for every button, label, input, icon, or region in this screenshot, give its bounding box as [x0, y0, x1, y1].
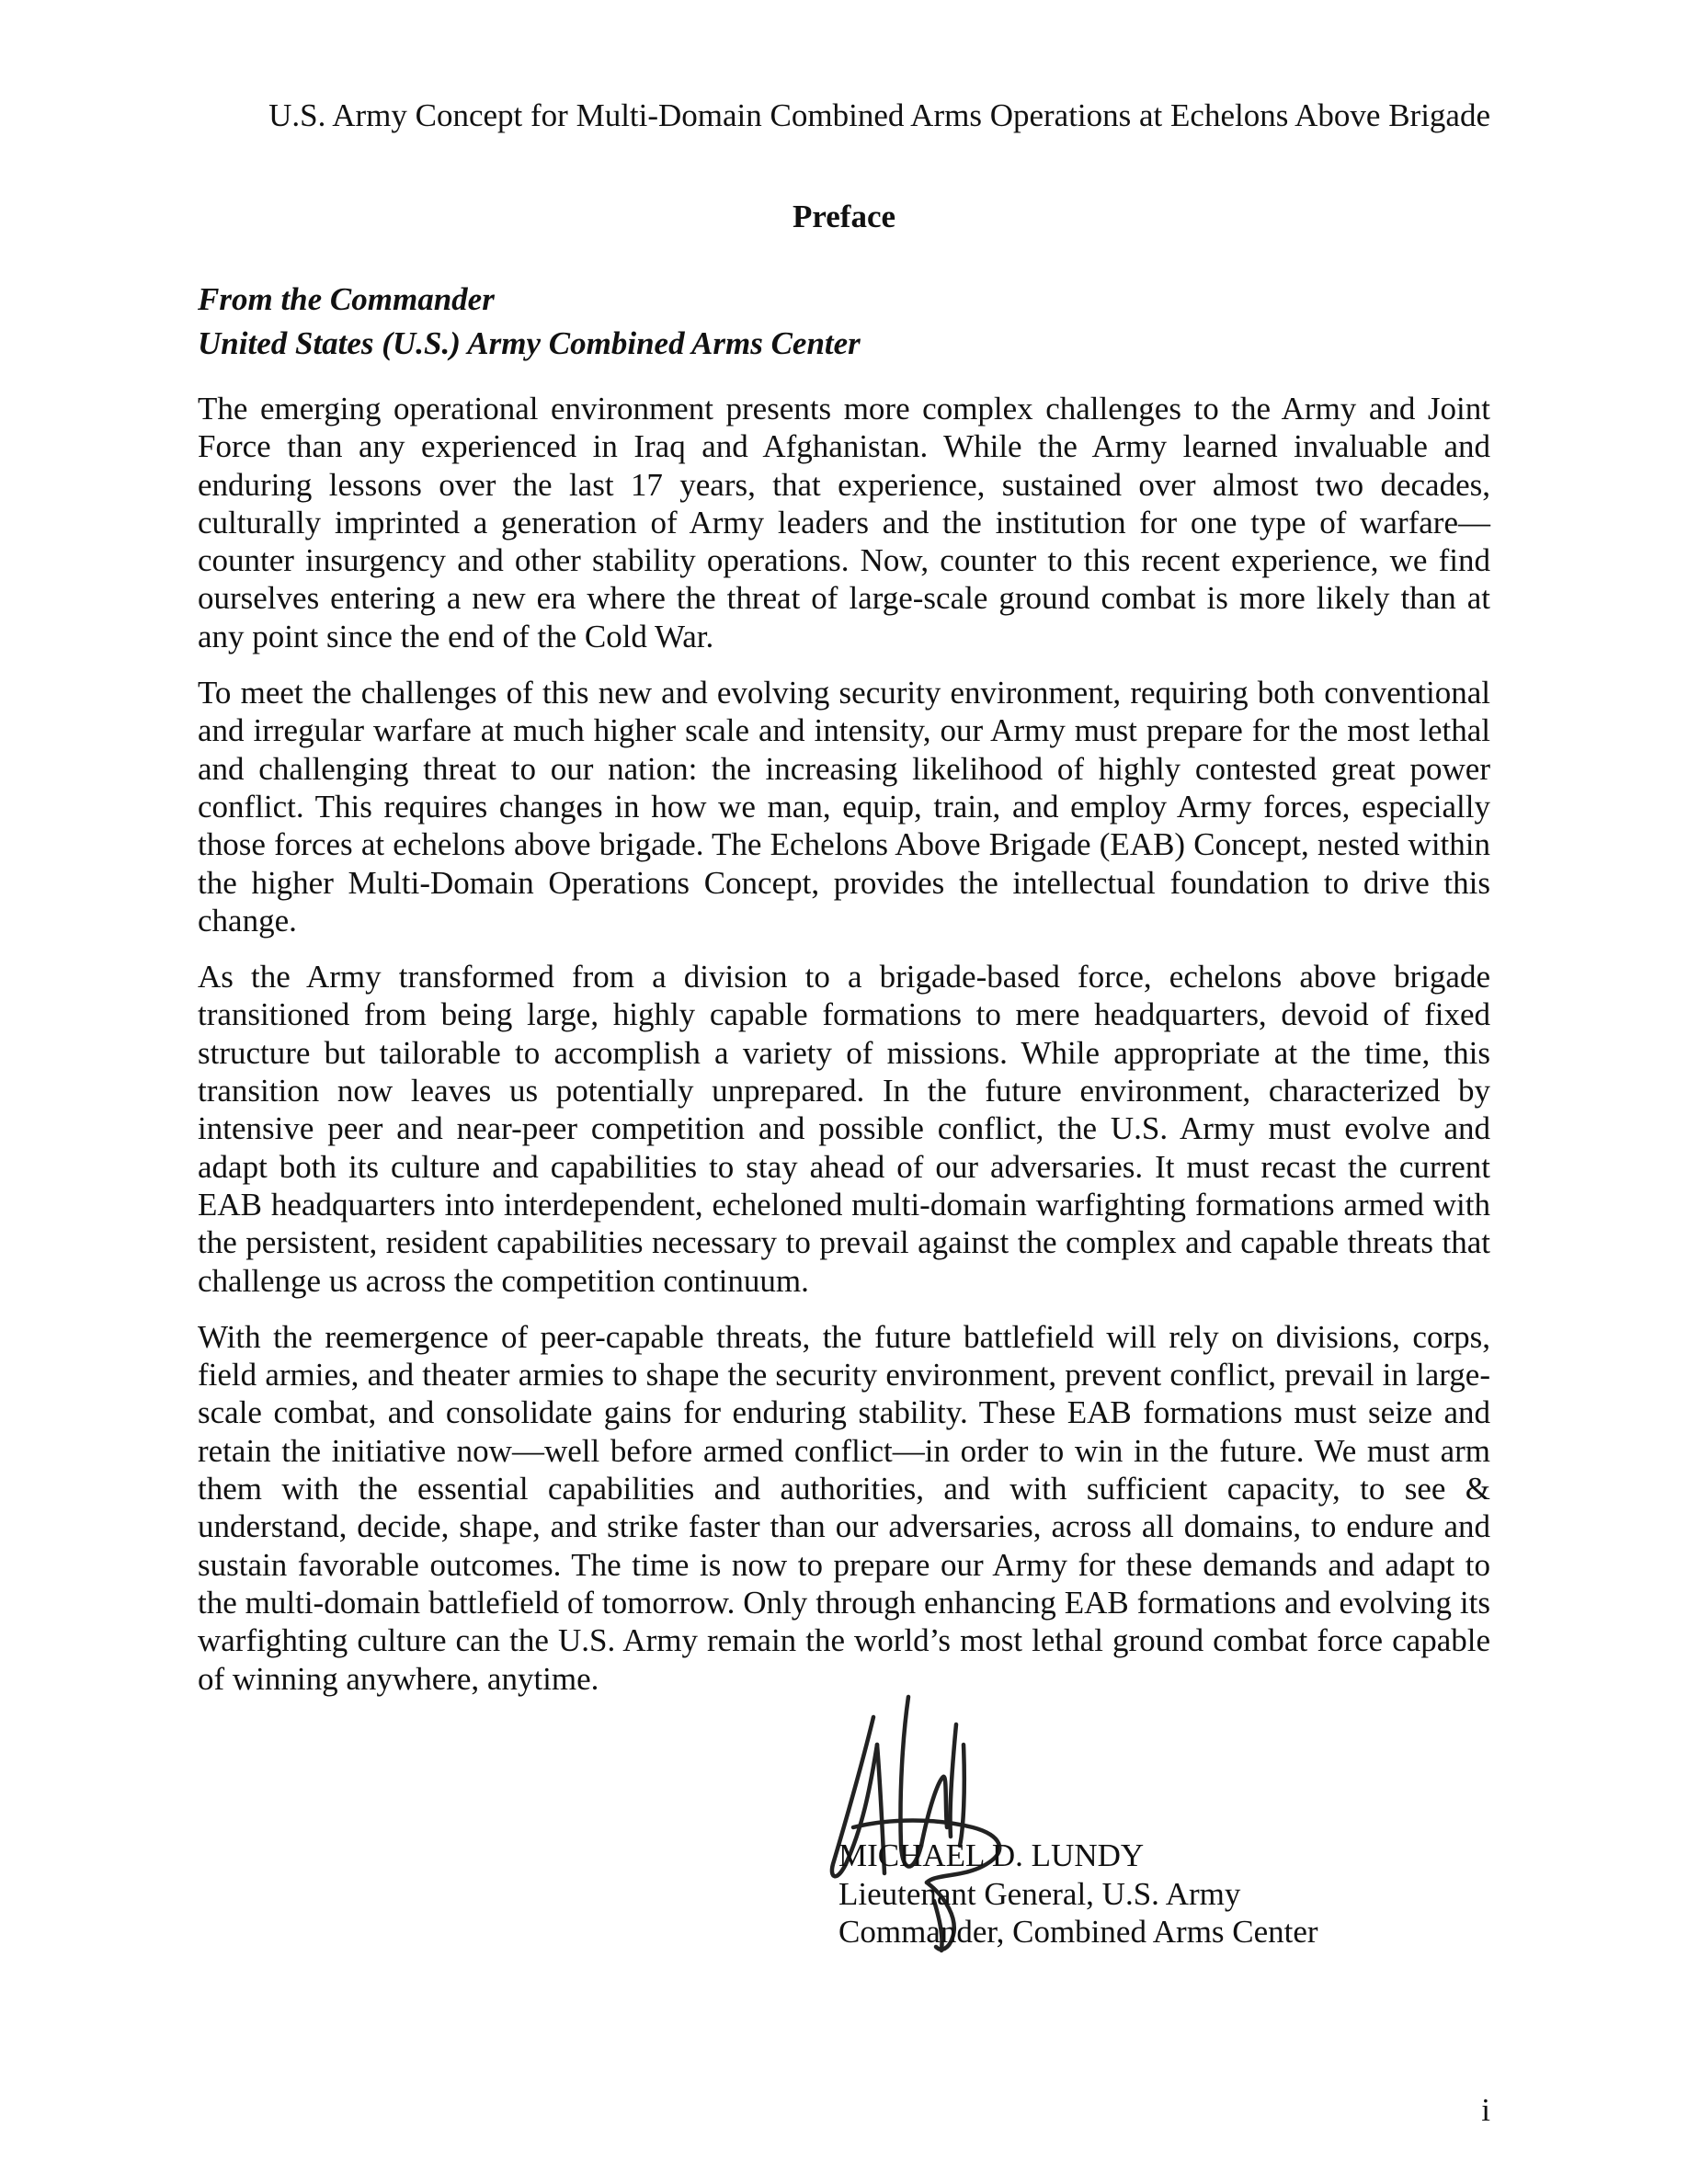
- signatory-name: MICHAEL D. LUNDY: [838, 1837, 1145, 1873]
- paragraph: As the Army transformed from a division to a brigade-based force, echelons above brigade transitioned from being large, highly capable formations to mere headquarters, devoid of fixed structure but tailorable to accomplish a variety of missions. While appropriate at the time, this transition now leaves us potentially unprepared. In the future environment, characterized by intensive peer and near-peer competition and possible conflict, the U.S. Army must evolve and adapt both its culture and capabilities to stay ahead of our adversaries. It must recast the current EAB headquarters into interdependent, echeloned multi-domain warfighting formations armed with the persistent, resident capabilities necessary to prevail against the complex and capable threats that challenge us across the competition continuum.: [198, 959, 1490, 1299]
- paragraph: The emerging operational environment presents more complex challenges to the Army and Joint Force than any experienced in Iraq and Afghanistan. While the Army learned invaluable and enduring lessons over the last 17 years, that experience, sustained over almost two decades, culturally imprinted a generation of Army leaders and the institution for one type of warfare—counter insurgency and other stability operations. Now, counter to this recent experience, we find ourselves entering a new era where the threat of large-scale ground combat is more likely than at any point since the end of the Cold War.: [198, 391, 1490, 654]
- from-line-organization: United States (U.S.) Army Combined Arms Center: [198, 325, 861, 361]
- page-title: Preface: [792, 199, 896, 234]
- paragraph: To meet the challenges of this new and evolving security environment, requiring both conventional and irregular warfare at much higher scale and intensity, our Army must prepare for the most lethal and challenging threat to our nation: the increasing likelihood of highly contested great power conflict. This requires changes in how we man, equip, train, and employ Army forces, especially those forces at echelons above brigade. The Echelons Above Brigade (EAB) Concept, nested within the higher Multi-Domain Operations Concept, provides the intellectual foundation to drive this change.: [198, 675, 1490, 938]
- signatory-rank: Lieutenant General, U.S. Army: [838, 1875, 1241, 1912]
- page-number: i: [1481, 2092, 1490, 2128]
- signature-block: [838, 1837, 1318, 1951]
- from-line-commander: From the Commander: [198, 281, 495, 317]
- from-block: [198, 278, 861, 366]
- preface-body: [198, 390, 1490, 1716]
- signatory-position: Commander, Combined Arms Center: [838, 1914, 1318, 1950]
- running-header: U.S. Army Concept for Multi-Domain Combined Arms Operations at Echelons Above Brigade: [268, 97, 1490, 133]
- paragraph: With the reemergence of peer-capable threats, the future battlefield will rely on divisions, corps, field armies, and theater armies to shape the security environment, prevent conflict, prevail in large-scale combat, and consolidate gains for enduring stability. These EAB formations must seize and retain the initiative now—well before armed conflict—in order to win in the future. We must arm them with the essential capabilities and authorities, and with sufficient capacity, to see & understand, decide, shape, and strike faster than our adversaries, across all domains, to endure and sustain favorable outcomes. The time is now to prepare our Army for these demands and adapt to the multi-domain battlefield of tomorrow. Only through enhancing EAB formations and evolving its warfighting culture can the U.S. Army remain the world’s most lethal ground combat force capable of winning anywhere, anytime.: [198, 1318, 1490, 1697]
